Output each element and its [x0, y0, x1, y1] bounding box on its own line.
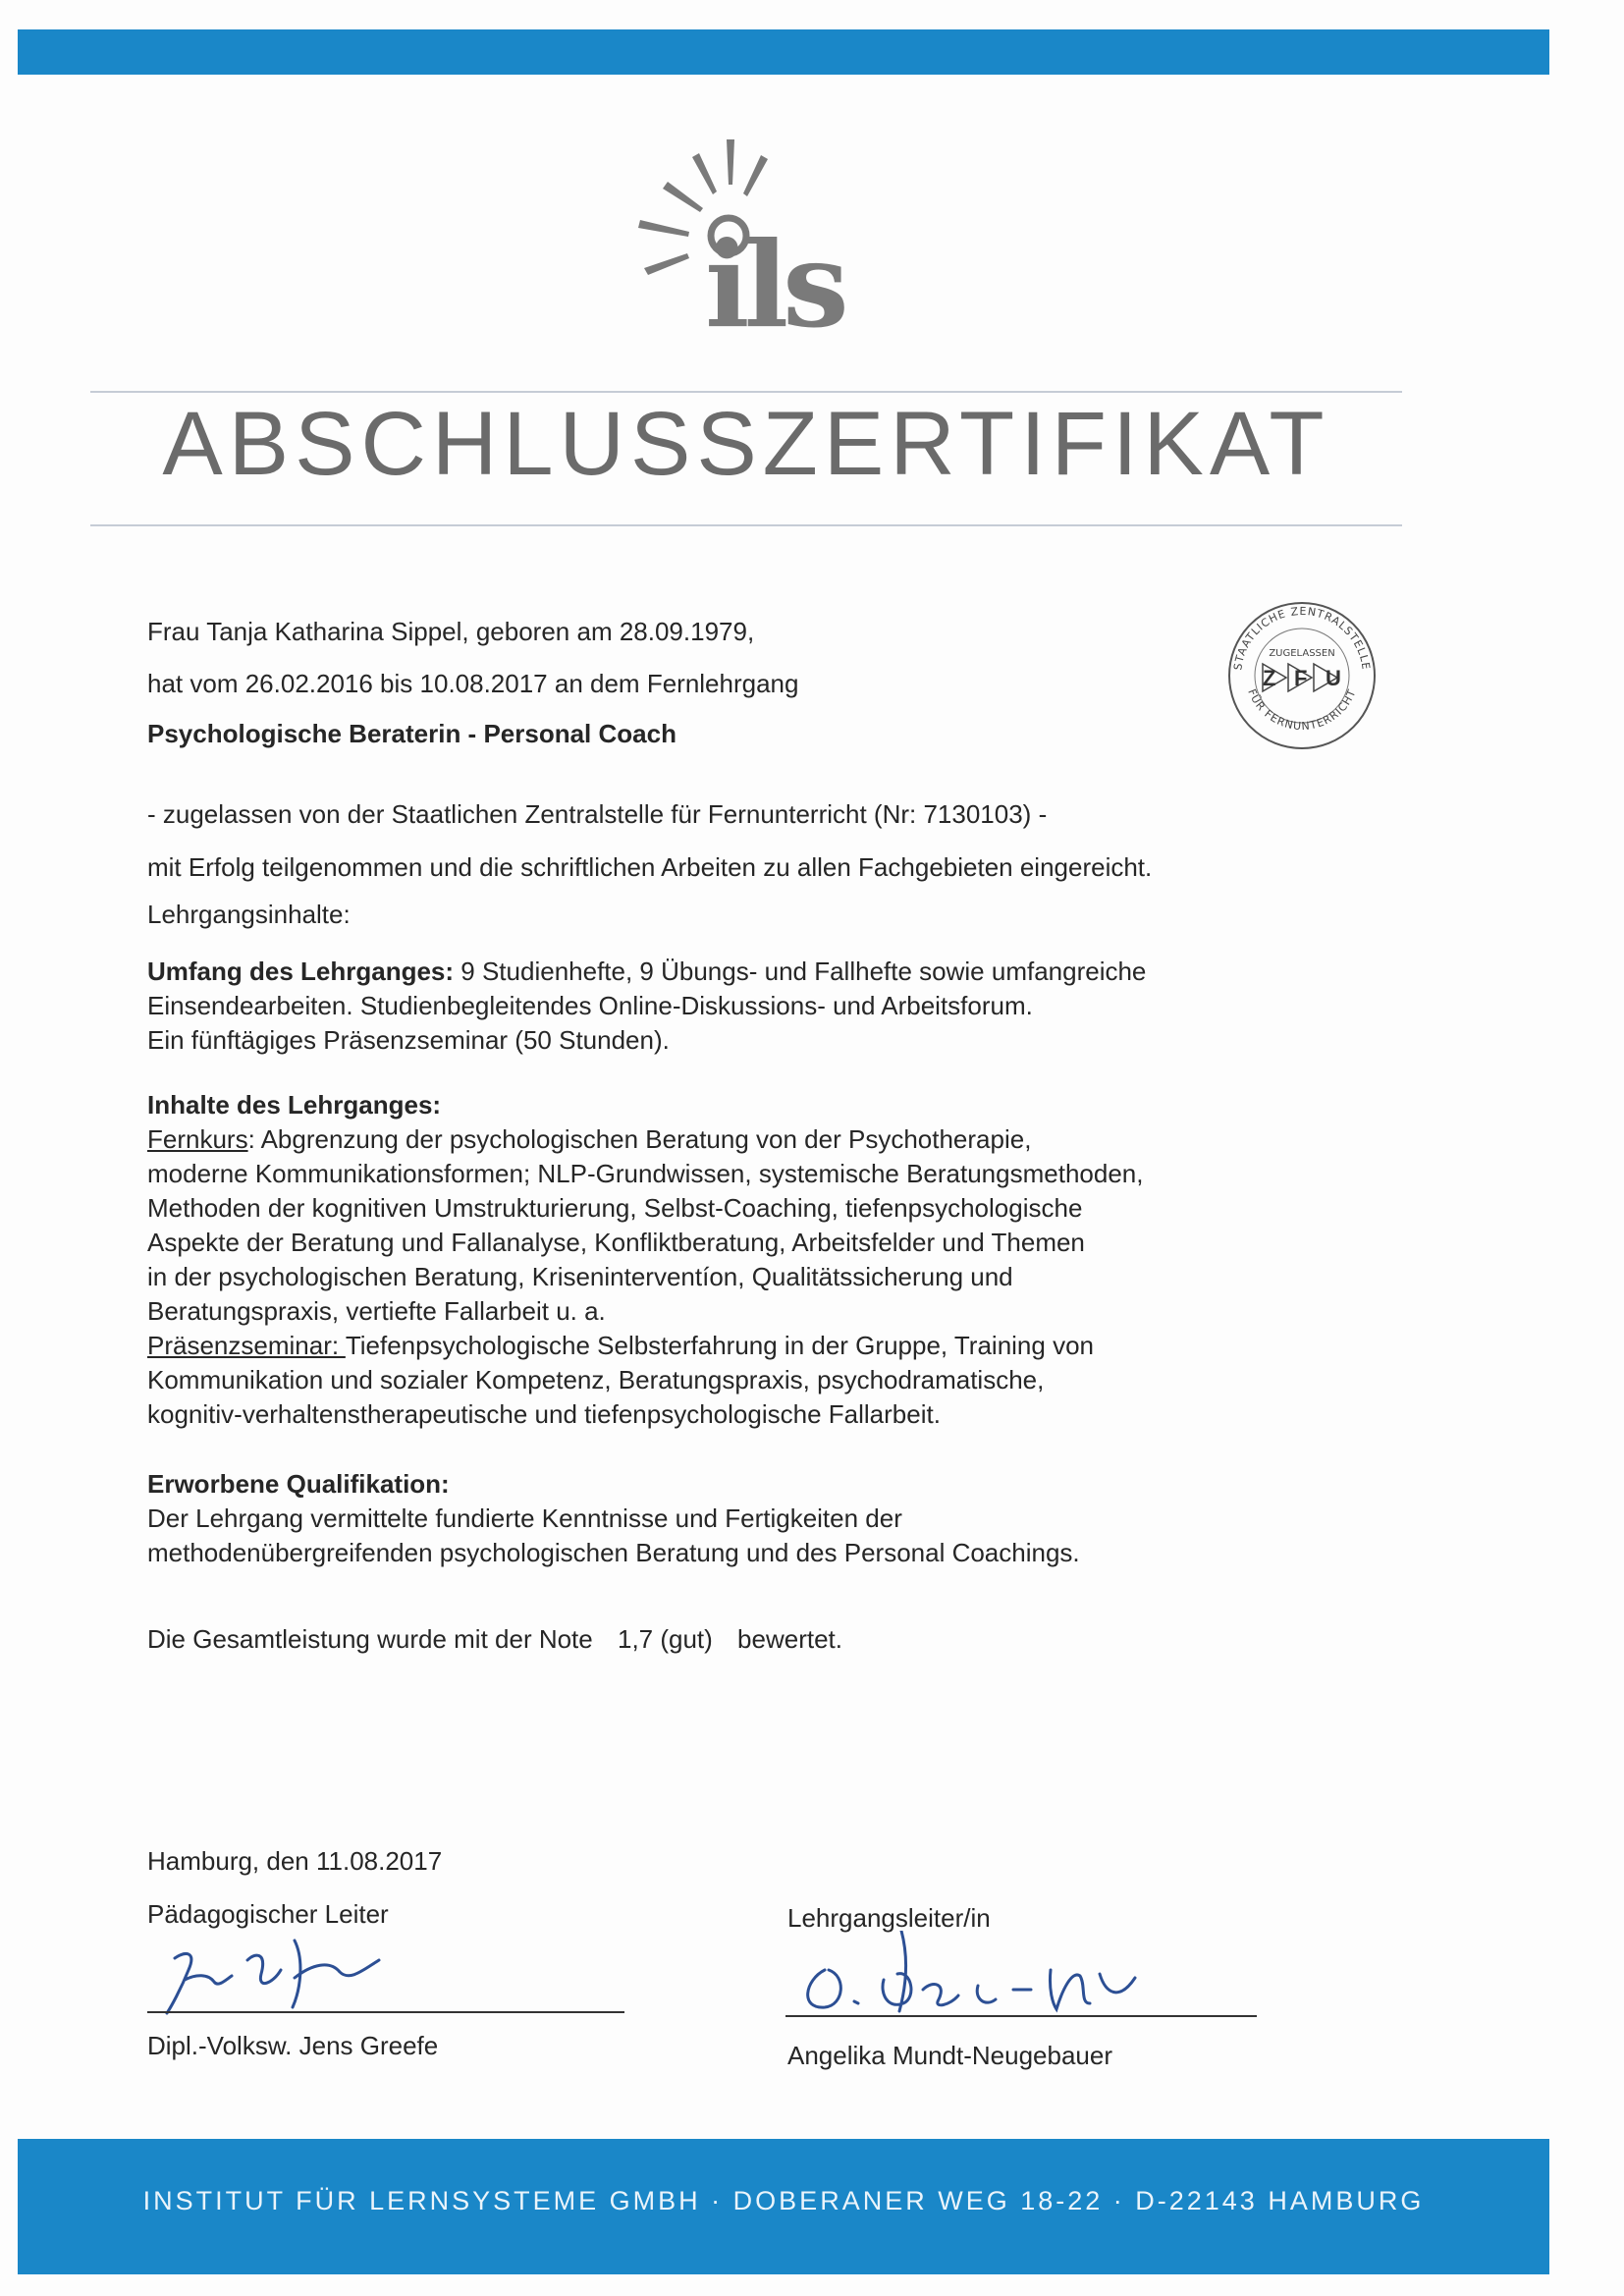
qualification-section	[147, 1467, 1365, 1570]
fernkurs-line-1: : Abgrenzung der psychologischen Beratung von der Psychotherapie,	[247, 1124, 1032, 1154]
seminar-line-1: Tiefenpsychologische Selbsterfahrung in der Gruppe, Training von	[345, 1331, 1094, 1360]
contents-section	[147, 1088, 1365, 1432]
scope-heading: Umfang des Lehrganges:	[147, 957, 455, 986]
seal-letter-z: Z	[1263, 666, 1276, 690]
qualification-heading: Erworbene Qualifikation:	[147, 1469, 450, 1499]
fernkurs-line-2: moderne Kommunikationsformen; NLP-Grundwissen, systemische Beratungsmethoden,	[147, 1159, 1144, 1188]
fernkurs-line-3: Methoden der kognitiven Umstrukturierung, Selbst-Coaching, tiefenpsychologische	[147, 1193, 1083, 1223]
fernkurs-label: Fernkurs	[147, 1124, 248, 1154]
fernkurs-line-6: Beratungspraxis, vertiefte Fallarbeit u. a.	[147, 1296, 606, 1326]
scope-line-2: Einsendearbeiten. Studienbegleitendes Online-Diskussions- und Arbeitsforum.	[147, 991, 1033, 1020]
success-line: mit Erfolg teilgenommen und die schriftlichen Arbeiten zu allen Fachgebieten eingereicht.	[147, 852, 1153, 882]
grade-line	[147, 1622, 842, 1656]
certificate-title: ABSCHLUSSZERTIFIKAT	[162, 394, 1330, 494]
zfu-seal	[1223, 597, 1380, 754]
footer-address: INSTITUT FÜR LERNSYSTEME GMBH · DOBERANER WEG 18-22 · D-22143 HAMBURG	[142, 2186, 1425, 2215]
qualification-line-2: methodenübergreifenden psychologischen Beratung und des Personal Coachings.	[147, 1538, 1080, 1567]
scope-line-1: 9 Studienhefte, 9 Übungs- und Fallhefte sowie umfangreiche	[454, 957, 1147, 986]
qualification-line-1: Der Lehrgang vermittelte fundierte Kenntnisse und Fertigkeiten der	[147, 1503, 902, 1533]
seal-letter-f: F	[1294, 666, 1308, 690]
contents-heading: Inhalte des Lehrganges:	[147, 1090, 442, 1120]
left-signature	[157, 1931, 412, 2019]
seminar-line-3: kognitiv-verhaltenstherapeutische und tiefenpsychologische Fallarbeit.	[147, 1399, 941, 1429]
grade-prefix: Die Gesamtleistung wurde mit der Note	[147, 1624, 593, 1654]
right-signature-line	[785, 2015, 1257, 2017]
seal-top-text: ZUGELASSEN	[1269, 648, 1335, 659]
seminar-line-2: Kommunikation und sozialer Kompetenz, Beratungspraxis, psychodramatische,	[147, 1365, 1045, 1394]
title-rule-bottom	[90, 524, 1402, 526]
scope-section	[147, 955, 1365, 1058]
logo-text: ils	[705, 216, 843, 355]
seminar-label: Präsenzseminar:	[147, 1331, 346, 1360]
fernkurs-line-5: in der psychologischen Beratung, Kriseninterventíon, Qualitätssicherung und	[147, 1262, 1013, 1291]
seal-letter-u: U	[1326, 666, 1341, 690]
left-signature-scribble	[157, 1931, 412, 2019]
left-signature-line	[147, 2011, 624, 2013]
right-signature-scribble	[785, 1931, 1178, 2019]
left-signatory-name: Dipl.-Volksw. Jens Greefe	[147, 2031, 439, 2060]
svg-text:FÜR FERNUNTERRICHT: FÜR FERNUNTERRICHT	[1245, 686, 1359, 734]
top-banner	[18, 29, 1549, 75]
right-signatory-name: Angelika Mundt-Neugebauer	[787, 2041, 1112, 2070]
grade-suffix: bewertet.	[737, 1624, 842, 1654]
ils-logo	[609, 137, 884, 373]
svg-text:STAATLICHE ZENTRALSTELLE: STAATLICHE ZENTRALSTELLE	[1231, 604, 1373, 672]
place-date: Hamburg, den 11.08.2017	[147, 1846, 443, 1876]
left-signatory-role: Pädagogischer Leiter	[147, 1899, 389, 1929]
right-signature	[785, 1931, 1178, 2019]
period-line: hat vom 26.02.2016 bis 10.08.2017 an dem Fernlehrgang	[147, 669, 799, 698]
grade-value: 1,7 (gut)	[617, 1624, 713, 1654]
contents-label: Lehrgangsinhalte:	[147, 900, 351, 929]
approval-line: - zugelassen von der Staatlichen Zentralstelle für Fernunterricht (Nr: 7130103) -	[147, 799, 1048, 829]
bottom-banner	[18, 2139, 1549, 2274]
right-signatory-role: Lehrgangsleiter/in	[787, 1903, 991, 1933]
fernkurs-line-4: Aspekte der Beratung und Fallanalyse, Konfliktberatung, Arbeitsfelder und Themen	[147, 1228, 1085, 1257]
scope-line-3: Ein fünftägiges Präsenzseminar (50 Stunden).	[147, 1025, 670, 1055]
recipient-line: Frau Tanja Katharina Sippel, geboren am 28.09.1979,	[147, 617, 755, 646]
course-name: Psychologische Beraterin - Personal Coach	[147, 719, 677, 748]
